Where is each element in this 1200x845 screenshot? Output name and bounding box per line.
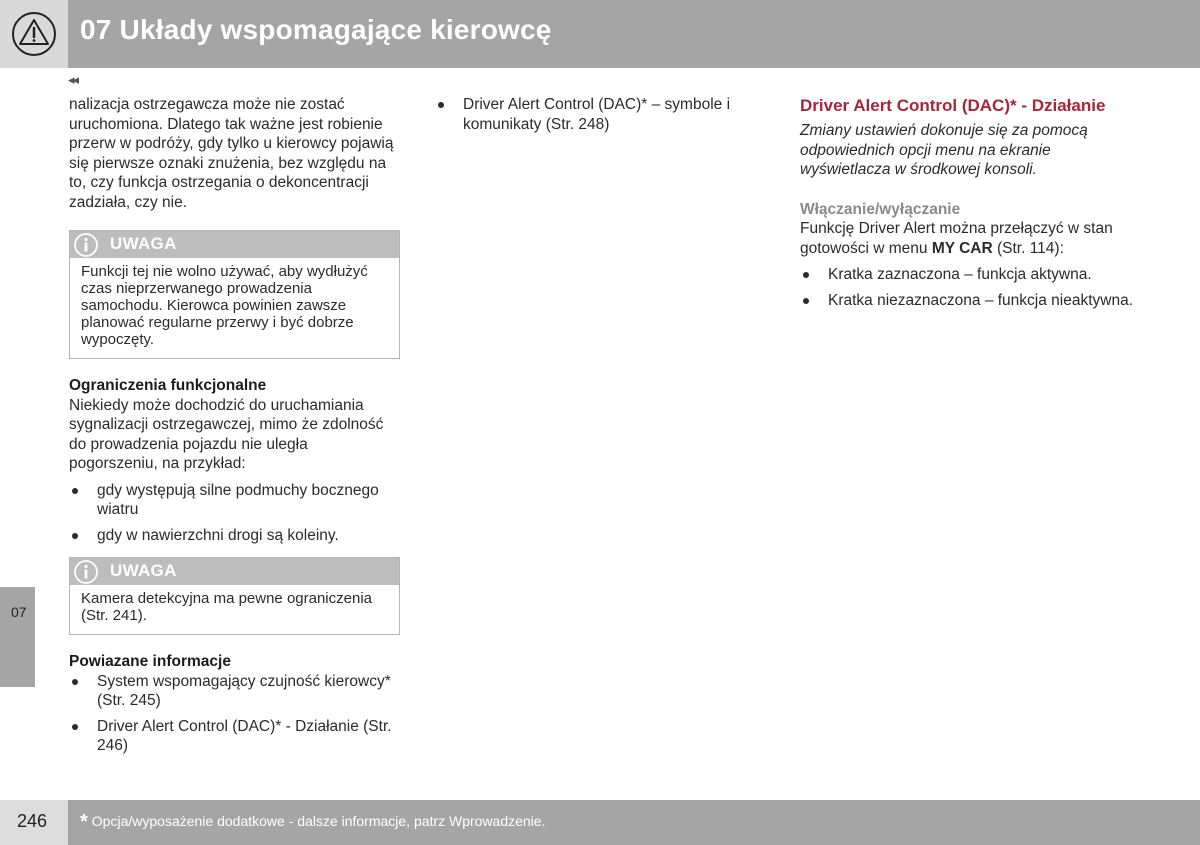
toggle-text-before: Funkcję Driver Alert można przełączyć w stan gotowości w menu	[800, 220, 1113, 257]
header-icon-box	[0, 0, 68, 68]
intro-italic: Zmiany ustawień dokonuje się za pomocą odpowiednich opcji menu na ekranie wyświetlacza w środkowej konsoli.	[800, 122, 1088, 178]
related-list-continued	[435, 95, 755, 134]
related-heading: Powiazane informacje	[69, 653, 231, 670]
limits-list	[69, 481, 399, 546]
chapter-tab-label: 07	[11, 604, 27, 620]
related-list	[69, 672, 399, 756]
note-text: Funkcji tej nie wolno używać, aby wydłużyć czas nieprzerwanego prowadzenia samochodu. Kierowca powinien zawsze planować regularne przerwy i być dobrze wypoczęty.	[81, 263, 368, 348]
note-text: Kamera detekcyjna ma pewne ograniczenia (Str. 241).	[81, 590, 372, 624]
list-item: Kratka zaznaczona – funkcja aktywna.	[800, 265, 1140, 285]
column-right	[800, 95, 1140, 316]
limits-paragraph: Niekiedy może dochodzić do uruchamiania sygnalizacji ostrzegawczej, mimo że zdolność do prowadzenia pojazdu nie uległa pogorszeniu, na przykład:	[69, 396, 384, 472]
note-title: UWAGA	[110, 234, 177, 253]
note-title: UWAGA	[110, 561, 177, 580]
section-title: Driver Alert Control (DAC)* - Działanie	[800, 96, 1106, 115]
footnote-star: *	[80, 811, 88, 833]
note-box-1	[69, 230, 400, 359]
column-middle	[435, 95, 755, 140]
chapter-side-tab	[0, 587, 35, 687]
page-title: 07 Układy wspomagające kierowcę	[80, 14, 552, 45]
note-header	[70, 231, 399, 258]
list-item: Kratka niezaznaczona – funkcja nieaktywna.	[800, 291, 1140, 311]
related-link[interactable]: Driver Alert Control (DAC)* - Działanie (Str. 246)	[69, 717, 399, 756]
page-number: 246	[17, 811, 48, 831]
toggle-text-after: (Str. 114):	[992, 239, 1064, 257]
limits-heading: Ograniczenia funkcjonalne	[69, 377, 267, 394]
toggle-list	[800, 265, 1140, 310]
toggle-paragraph	[800, 219, 1140, 258]
warning-triangle-icon	[11, 11, 57, 57]
footnote	[80, 811, 545, 834]
list-item: gdy w nawierzchni drogi są koleiny.	[69, 526, 399, 546]
menu-name: MY CAR	[931, 239, 993, 257]
info-icon	[73, 232, 99, 258]
list-item: gdy występują silne podmuchy bocznego wiatru	[69, 481, 399, 520]
intro-paragraph: nalizacja ostrzegawcza może nie zostać uruchomiona. Dlatego tak ważne jest robienie przerw w podróży, gdy tylko u kierowcy pojawią się pierwsze oznaki znużenia, bez względu na to, czy funkcja ostrzegania o dekoncentracji zadziała, czy nie.	[69, 96, 394, 211]
note-box-2	[69, 557, 400, 635]
info-icon	[73, 559, 99, 585]
toggle-heading: Włączanie/wyłączanie	[800, 200, 961, 218]
back-arrows-icon[interactable]: ◂◂	[68, 72, 78, 87]
footnote-text: Opcja/wyposażenie dodatkowe - dalsze informacje, patrz Wprowadzenie.	[91, 813, 546, 829]
column-left	[69, 95, 399, 762]
related-link[interactable]: System wspomagający czujność kierowcy* (Str. 245)	[69, 672, 399, 711]
note-header	[70, 558, 399, 585]
related-link[interactable]: Driver Alert Control (DAC)* – symbole i komunikaty (Str. 248)	[435, 95, 755, 134]
